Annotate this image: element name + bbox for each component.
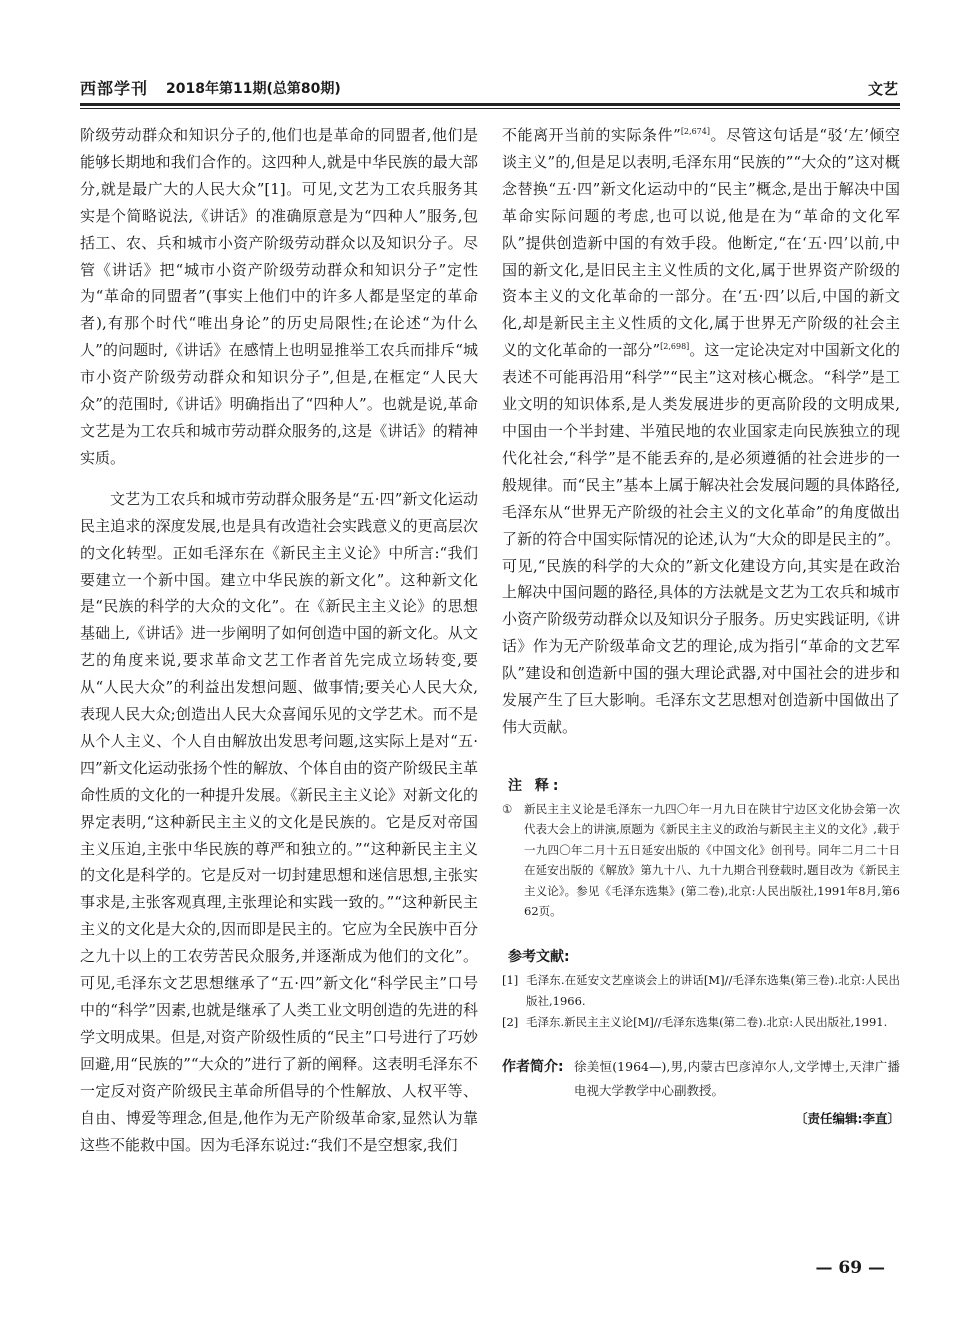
header-rule-thin — [80, 108, 900, 109]
right-paragraph-1-part-a: 不能离开当前的实际条件” — [502, 126, 681, 144]
right-column — [502, 122, 900, 1127]
author-bio — [502, 1055, 900, 1103]
citation-sup-2: [2,698] — [660, 342, 690, 352]
author-label: 作者简介: — [502, 1058, 564, 1075]
responsible-editor: 〔责任编辑:李直〕 — [795, 1110, 900, 1126]
right-paragraph-1 — [502, 122, 900, 741]
reference-marker: [2] — [502, 1014, 519, 1029]
right-paragraph-1-part-c: 。这一定论决定对中国新文化的表述不可能再沿用“科学”“民主”这对核心概念。“科学”是工业文明的知识体系,是人类发展进步的更高阶段的文明成果,中国由一个半封建、半殖民地的农业国家走向民族独立的现代化社会,“科学”是不能丢弃的,是必须遵循的社会进步的一般规律。而“民主”基本上属于解决社会发展问题的具体路径,毛泽东从“世界无产阶级的社会主义的文化革命”的角度做出了新的符合中国实际情况的论述,认为“大众的即是民主的”。可见,“民族的科学的大众的”新文化建设方向,其实是在政治上解决中国问题的路径,具体的方法就是文艺为工农兵和城市小资产阶级劳动群众以及知识分子服务。历史实践证明,《讲话》作为无产阶级革命文艺的理论,成为指引“革命的文艺军队”建设和创造新中国的强大理论武器,对中国社会的进步和发展产生了巨大影响。毛泽东文艺思想对创造新中国做出了伟大贡献。 — [502, 341, 900, 736]
left-column — [80, 122, 478, 1158]
reference-item — [502, 970, 900, 1012]
header-rule-thick — [80, 103, 900, 106]
reference-text: 毛泽东.新民主主义论[M]//毛泽东选集(第二卷).北京:人民出版社,1991. — [526, 1014, 888, 1029]
journal-name: 西部学刊 — [80, 79, 149, 98]
references-title: 参考文献: — [508, 948, 570, 965]
reference-item — [502, 1012, 900, 1033]
reference-marker: [1] — [502, 972, 519, 987]
note-marker: ① — [502, 801, 513, 816]
notes-title: 注 释: — [508, 777, 563, 794]
citation-sup-1: [2,674] — [680, 127, 710, 136]
note-text: 新民主主义论是毛泽东一九四〇年一月九日在陕甘宁边区文化协会第一次代表大会上的讲演,原题为《新民主主义的政治与新民主主义的文化》,载于一九四〇年二月十五日延安出版的《中国文化》创刊号。同年二月二十日在延安出版的《解放》第九十八、九十九期合刊登载时,题目改为《新民主主义论》。参见《毛泽东选集》(第二卷),北京:人民出版社,1991年8月,第662页。 — [524, 801, 900, 919]
author-text: 徐美恒(1964—),男,内蒙古巴彦淖尔人,文学博士,天津广播电视大学教学中心副教授。 — [574, 1058, 900, 1098]
notes-section — [502, 775, 900, 922]
note-item — [502, 799, 900, 922]
left-paragraph-1: 阶级劳动群众和知识分子的,他们也是革命的同盟者,他们是能够长期地和我们合作的。这四种人,就是中华民族的最大部分,就是最广大的人民大众”[1]。可见,文艺为工农兵服务其实是个简略说法,《讲话》的准确原意是为“四种人”服务,包括工、农、兵和城市小资产阶级劳动群众以及知识分子。尽管《讲话》把“城市小资产阶级劳动群众和知识分子”定性为“革命的同盟者”(事实上他们中的许多人都是坚定的革命者),有那个时代“唯出身论”的历史局限性;在论述“为什么人”的问题时,《讲话》在感情上也明显推举工农兵而排斥“城市小资产阶级劳动群众和知识分子”,但是,在框定“人民大众”的范围时,《讲话》明确指出了“四种人”。也就是说,革命文艺是为工农兵和城市劳动群众服务的,这是《讲话》的精神实质。 — [80, 126, 478, 467]
references-section — [502, 946, 900, 1033]
page-number: — 69 — — [815, 1258, 885, 1278]
journal-issue: 2018年第11期(总第80期) — [166, 81, 341, 97]
section-label: 文艺 — [867, 80, 898, 98]
reference-text: 毛泽东.在延安文艺座谈会上的讲话[M]//毛泽东选集(第三卷).北京:人民出版社,1966. — [526, 972, 900, 1008]
page-header — [80, 74, 900, 102]
left-paragraph-2: 文艺为工农兵和城市劳动群众服务是“五·四”新文化运动民主追求的深度发展,也是具有改造社会实践意义的更高层次的文化转型。正如毛泽东在《新民主主义论》中所言:“我们要建立一个新中国。建立中华民族的新文化”。这种新文化是“民族的科学的大众的文化”。在《新民主主义论》的思想基础上,《讲话》进一步阐明了如何创造中国的新文化。从文艺的角度来说,要求革命文艺工作者首先完成立场转变,要从“人民大众”的利益出发想问题、做事情;要关心人民大众,表现人民大众;创造出人民大众喜闻乐见的文学艺术。而不是从个人主义、个人自由解放出发思考问题,这实际上是对“五·四”新文化运动张扬个性的解放、个体自由的资产阶级民主革命性质的文化的一种提升发展。《新民主主义论》对新文化的界定表明,“这种新民主主义的文化是民族的。它是反对帝国主义压迫,主张中华民族的尊严和独立的。”“这种新民主主义的文化是科学的。它是反对一切封建思想和迷信思想,主张实事求是,主张客观真理,主张理论和实践一致的。”“这种新民主主义的文化是大众的,因而即是民主的。它应为全民族中百分之九十以上的工农劳苦民众服务,并逐渐成为他们的文化”。可见,毛泽东文艺思想继承了“五·四”新文化“科学民主”口号中的“科学”因素,也就是继承了人类工业文明创造的先进的科学文明成果。但是,对资产阶级性质的“民主”口号进行了巧妙回避,用“民族的”“大众的”进行了新的阐释。这表明毛泽东不一定反对资产阶级民主革命所倡导的个性解放、人权平等、自由、博爱等理念,但是,他作为无产阶级革命家,显然认为靠这些不能救中国。因为毛泽东说过:“我们不是空想家,我们 — [80, 489, 478, 1154]
right-paragraph-1-part-b: 。尽管这句话是“驳‘左’倾空谈主义”的,但是足以表明,毛泽东用“民族的”“大众的”这对概念替换“五·四”新文化运动中的“民主”概念,是出于解决中国革命实际问题的考虑,也可以说,他是在为“革命的文化军队”提供创造新中国的有效手段。他断定,“在‘五·四’以前,中国的新文化,是旧民主主义性质的文化,属于世界资产阶级的资本主义的文化革命的一部分。在‘五·四’以后,中国的新文化,却是新民主主义性质的文化,属于世界无产阶级的社会主义的文化革命的一部分” — [502, 126, 900, 360]
